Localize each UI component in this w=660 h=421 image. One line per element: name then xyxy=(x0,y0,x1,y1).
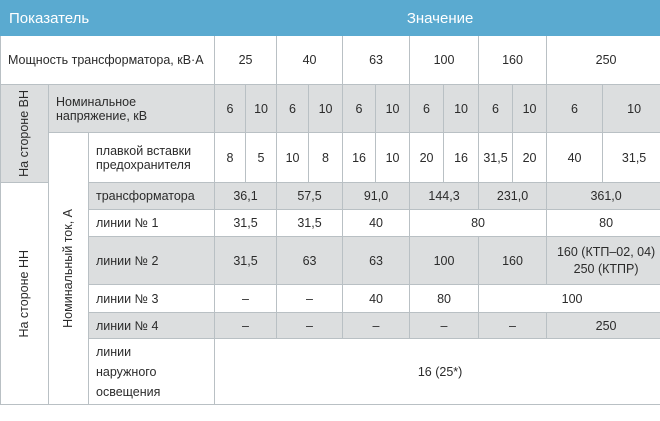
power-value: 63 xyxy=(343,36,410,85)
voltage-value: 10 xyxy=(603,85,660,133)
line4-row xyxy=(1,313,660,339)
line3-row xyxy=(1,285,660,313)
line4-value: – xyxy=(215,313,277,339)
fuse-value: 16 xyxy=(444,133,479,183)
outdoor-lighting-value: 16 (25*) xyxy=(215,339,660,405)
line4-value: 250 xyxy=(547,313,660,339)
line1-label: линии № 1 xyxy=(89,210,215,237)
fuse-value: 31,5 xyxy=(479,133,513,183)
line1-value: 40 xyxy=(343,210,410,237)
voltage-value: 6 xyxy=(547,85,603,133)
line4-value: – xyxy=(410,313,479,339)
line3-value: 80 xyxy=(410,285,479,313)
fuse-value: 8 xyxy=(309,133,343,183)
current-cell xyxy=(49,133,89,405)
line2-value: 31,5 xyxy=(215,237,277,285)
line1-value: 31,5 xyxy=(215,210,277,237)
voltage-row xyxy=(1,85,660,133)
voltage-value: 6 xyxy=(215,85,246,133)
transformer-value: 144,3 xyxy=(410,183,479,210)
fuse-row xyxy=(1,133,660,183)
transformer-value: 57,5 xyxy=(277,183,343,210)
fuse-value: 10 xyxy=(277,133,309,183)
lv-side-label: На стороне НН xyxy=(17,249,31,338)
transformer-label: трансформатора xyxy=(89,183,215,210)
power-value: 25 xyxy=(215,36,277,85)
hv-side-label: На стороне ВН xyxy=(17,90,31,177)
table-header-row xyxy=(1,1,660,36)
voltage-value: 6 xyxy=(277,85,309,133)
line3-value: – xyxy=(215,285,277,313)
voltage-value: 10 xyxy=(246,85,277,133)
line1-value: 80 xyxy=(547,210,660,237)
fuse-value: 16 xyxy=(343,133,376,183)
line3-label: линии № 3 xyxy=(89,285,215,313)
line4-value: – xyxy=(277,313,343,339)
fuse-value: 40 xyxy=(547,133,603,183)
fuse-value: 5 xyxy=(246,133,277,183)
line1-row xyxy=(1,210,660,237)
voltage-value: 10 xyxy=(513,85,547,133)
line3-value: 40 xyxy=(343,285,410,313)
line2-value: 63 xyxy=(277,237,343,285)
line2-value: 63 xyxy=(343,237,410,285)
fuse-label: плавкой вставки предохранителя xyxy=(89,133,215,183)
outdoor-lighting-row xyxy=(1,339,660,405)
transformer-value: 91,0 xyxy=(343,183,410,210)
transformer-current-row xyxy=(1,183,660,210)
fuse-value: 31,5 xyxy=(603,133,660,183)
line3-value: 100 xyxy=(479,285,660,313)
voltage-value: 10 xyxy=(309,85,343,133)
fuse-value: 20 xyxy=(513,133,547,183)
fuse-value: 10 xyxy=(376,133,410,183)
line4-label: линии № 4 xyxy=(89,313,215,339)
line1-value: 31,5 xyxy=(277,210,343,237)
hv-side-cell xyxy=(1,85,49,183)
voltage-value: 10 xyxy=(444,85,479,133)
transformer-value: 36,1 xyxy=(215,183,277,210)
line2-row xyxy=(1,237,660,285)
power-value: 100 xyxy=(410,36,479,85)
line2-value-250-first: 160 (КТП–02, 04) xyxy=(556,244,656,259)
voltage-value: 6 xyxy=(343,85,376,133)
power-label: Мощность трансформатора, кВ·А xyxy=(1,36,215,85)
current-label: Номинальный ток, А xyxy=(61,209,75,328)
outdoor-lighting-label-text: линии наружного освещения xyxy=(96,344,161,399)
transformer-value: 361,0 xyxy=(547,183,660,210)
line4-value: – xyxy=(479,313,547,339)
voltage-value: 10 xyxy=(376,85,410,133)
line2-value: 100 xyxy=(410,237,479,285)
power-value: 250 xyxy=(547,36,660,85)
outdoor-lighting-label xyxy=(89,339,215,405)
line3-value: – xyxy=(277,285,343,313)
power-value: 160 xyxy=(479,36,547,85)
lv-side-cell xyxy=(1,183,49,405)
voltage-value: 6 xyxy=(410,85,444,133)
line2-value: 160 xyxy=(479,237,547,285)
line2-label: линии № 2 xyxy=(89,237,215,285)
line4-value: – xyxy=(343,313,410,339)
line1-value: 80 xyxy=(410,210,547,237)
power-row xyxy=(1,36,660,85)
voltage-value: 6 xyxy=(479,85,513,133)
power-value: 40 xyxy=(277,36,343,85)
line2-value-250-second: 250 (КТПР) xyxy=(573,261,639,276)
header-value: Значение xyxy=(215,1,660,36)
line2-value-250 xyxy=(547,237,660,285)
transformer-value: 231,0 xyxy=(479,183,547,210)
voltage-label: Номинальное напряжение, кВ xyxy=(49,85,215,133)
fuse-value: 20 xyxy=(410,133,444,183)
header-indicator: Показатель xyxy=(1,1,215,36)
fuse-value: 8 xyxy=(215,133,246,183)
